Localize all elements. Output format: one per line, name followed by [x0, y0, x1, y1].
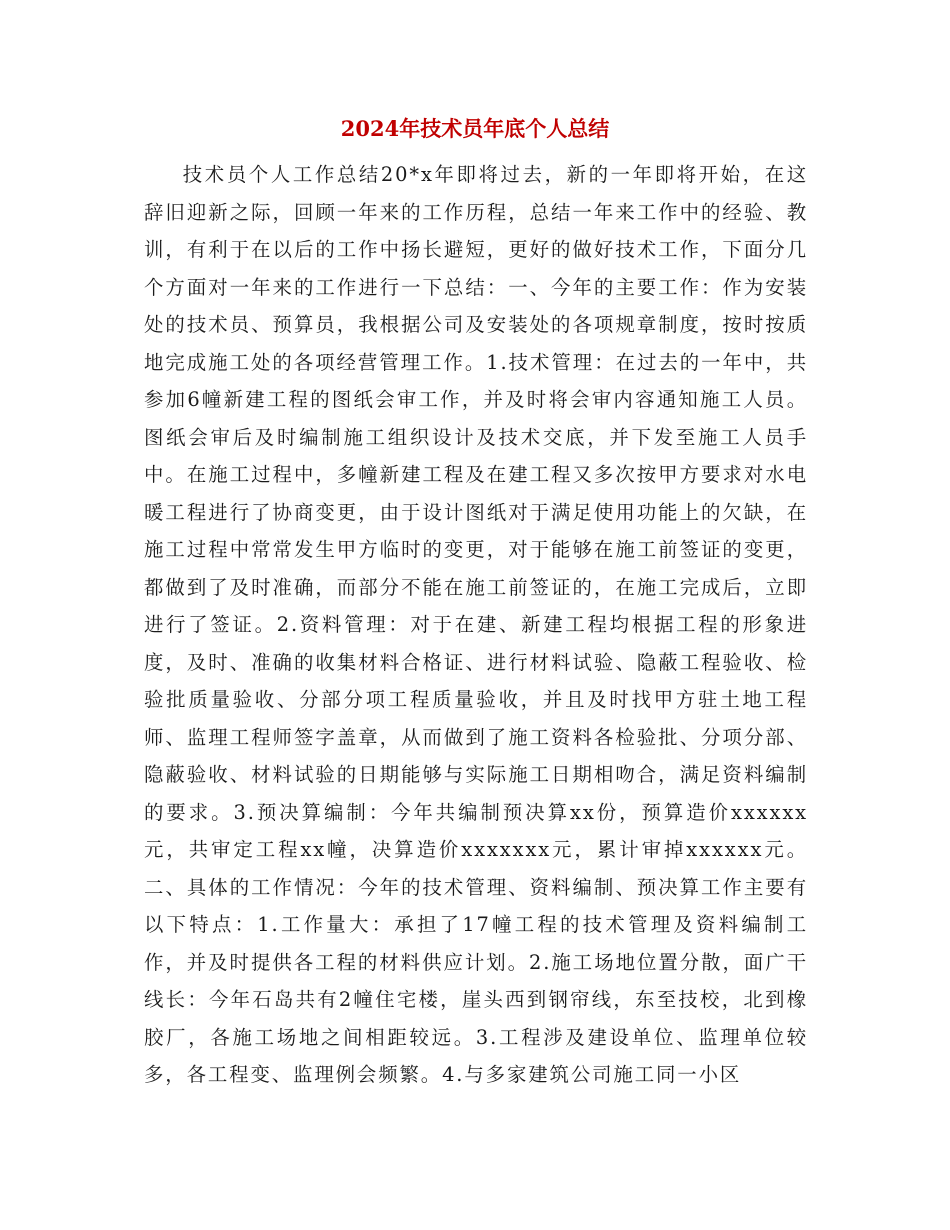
document-body-paragraph: 技术员个人工作总结20*x年即将过去，新的一年即将开始，在这辞旧迎新之际，回顾一年来的工作历程，总结一年来工作中的经验、教训，有利于在以后的工作中扬长避短，更好的做好技术工作，下面分几个方面对一年来的工作进行一下总结：一、今年的主要工作：作为安装处的技术员、预算员，我根据公司及安装处的各项规章制度，按时按质地完成施工处的各项经营管理工作。1.技术管理：在过去的一年中，共参加6幢新建工程的图纸会审工作，并及时将会审内容通知施工人员。图纸会审后及时编制施工组织设计及技术交底，并下发至施工人员手中。在施工过程中，多幢新建工程及在建工程又多次按甲方要求对水电暖工程进行了协商变更，由于设计图纸对于满足使用功能上的欠缺，在施工过程中常常发生甲方临时的变更，对于能够在施工前签证的变更，都做到了及时准确，而部分不能在施工前签证的，在施工完成后，立即进行了签证。2.资料管理：对于在建、新建工程均根据工程的形象进度，及时、准确的收集材料合格证、进行材料试验、隐蔽工程验收、检验批质量验收、分部分项工程质量验收，并且及时找甲方驻土地工程师、监理工程师签字盖章，从而做到了施工资料各检验批、分项分部、隐蔽验收、材料试验的日期能够与实际施工日期相吻合，满足资料编制的要求。3.预决算编制：今年共编制预决算xx份，预算造价xxxxxx元，共审定工程xx幢，决算造价xxxxxxx元，累计审掉xxxxxx元。二、具体的工作情况：今年的技术管理、资料编制、预决算工作主要有以下特点：1.工作量大：承担了17幢工程的技术管理及资料编制工作，并及时提供各工程的材料供应计划。2.施工场地位置分散，面广干线长：今年石岛共有2幢住宅楼，崖头西到钢帘线，东至技校，北到橡胶厂，各施工场地之间相距较远。3.工程涉及建设单位、监理单位较多，各工程变、监理例会频繁。4.与多家建筑公司施工同一小区	[144, 163, 808, 1086]
document-title: 2024年技术员年底个人总结	[340, 116, 610, 141]
